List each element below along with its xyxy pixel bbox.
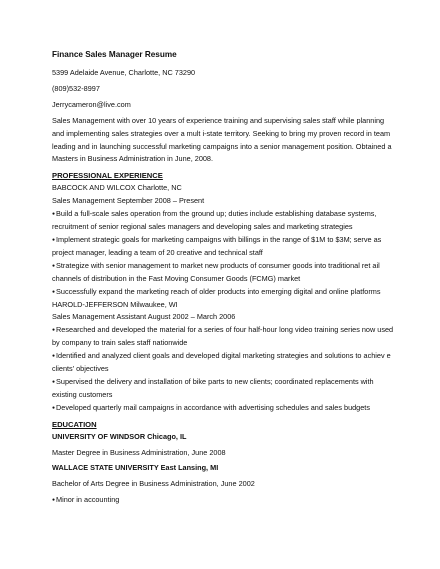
- summary-line: Masters in Business Administration in June, 2008.: [52, 154, 214, 164]
- minor-note: ● Minor in accounting: [52, 494, 400, 507]
- experience-heading: PROFESSIONAL EXPERIENCE: [52, 171, 163, 181]
- job-bullet-cont: existing customers: [52, 389, 113, 399]
- job-harold: [52, 299, 400, 415]
- summary-line: and implementing sales strategies over a mult i-state territory. Seeking to bring my proven record in team: [52, 128, 391, 138]
- job-bullet-cont: project manager, leading a team of 20 creative and technical staff: [52, 247, 263, 257]
- education-heading: EDUCATION: [52, 419, 97, 429]
- job-bullet: ● Supervised the delivery and installation of bike parts to new clients; coordinated replacements with: [52, 376, 400, 389]
- job-bullet-cont: by company to train sales staff nationwide: [52, 338, 188, 348]
- job-bullet: ● Developed quarterly mail campaigns in accordance with advertising schedules and sales budgets: [52, 402, 400, 415]
- school-name: WALLACE STATE UNIVERSITY East Lansing, MI: [52, 463, 219, 473]
- summary-line: leading and in launching successful marketing campaigns into a senior management position. Obtained a: [52, 141, 392, 151]
- school-name: UNIVERSITY OF WINDSOR Chicago, IL: [52, 431, 187, 441]
- job-company: HAROLD-JEFFERSON Milwaukee, WI: [52, 299, 178, 309]
- job-babcock: [52, 182, 400, 298]
- job-bullet-cont: channels of distribution in the Fast Moving Consumer Goods (FCMG) market: [52, 273, 301, 283]
- job-bullet-cont: recruitment of senior regional sales managers and developing sales and marketing strategies: [52, 222, 353, 232]
- job-bullet-cont: clients' objectives: [52, 364, 109, 374]
- job-role: Sales Management September 2008 – Present: [52, 196, 205, 206]
- email: Jerrycameron@live.com: [52, 99, 131, 109]
- degree: Master Degree in Business Administration, June 2008: [52, 447, 226, 457]
- summary-line: Sales Management with over 10 years of experience training and supervising sales staff while planning: [52, 115, 385, 125]
- job-role: Sales Management Assistant August 2002 – March 2006: [52, 312, 236, 322]
- job-bullet: ● Successfully expand the marketing reach of older products into emerging digital and online platforms: [52, 286, 400, 299]
- phone: (809)532-8997: [52, 83, 100, 93]
- job-bullet: ● Build a full-scale sales operation from the ground up; duties include establishing database systems,: [52, 208, 400, 221]
- degree: Bachelor of Arts Degree in Business Administration, June 2002: [52, 479, 255, 489]
- education-wallace: [52, 462, 400, 507]
- resume-title: Finance Sales Manager Resume: [52, 50, 177, 59]
- education-windsor: [52, 431, 400, 460]
- job-bullet: ● Identified and analyzed client goals and developed digital marketing strategies and solutions to achiev e: [52, 350, 400, 363]
- job-bullet: ● Strategize with senior management to market new products of consumer goods into traditional ret ail: [52, 260, 400, 273]
- address: 5399 Adelaide Avenue, Charlotte, NC 73290: [52, 68, 196, 77]
- job-bullet: ● Researched and developed the material for a series of four half-hour long video training series now used: [52, 324, 400, 337]
- job-company: BABCOCK AND WILCOX Charlotte, NC: [52, 183, 182, 193]
- summary: [52, 115, 400, 167]
- job-bullet: ● Implement strategic goals for marketing campaigns with billings in the range of $1M to $3M; serve as: [52, 234, 400, 247]
